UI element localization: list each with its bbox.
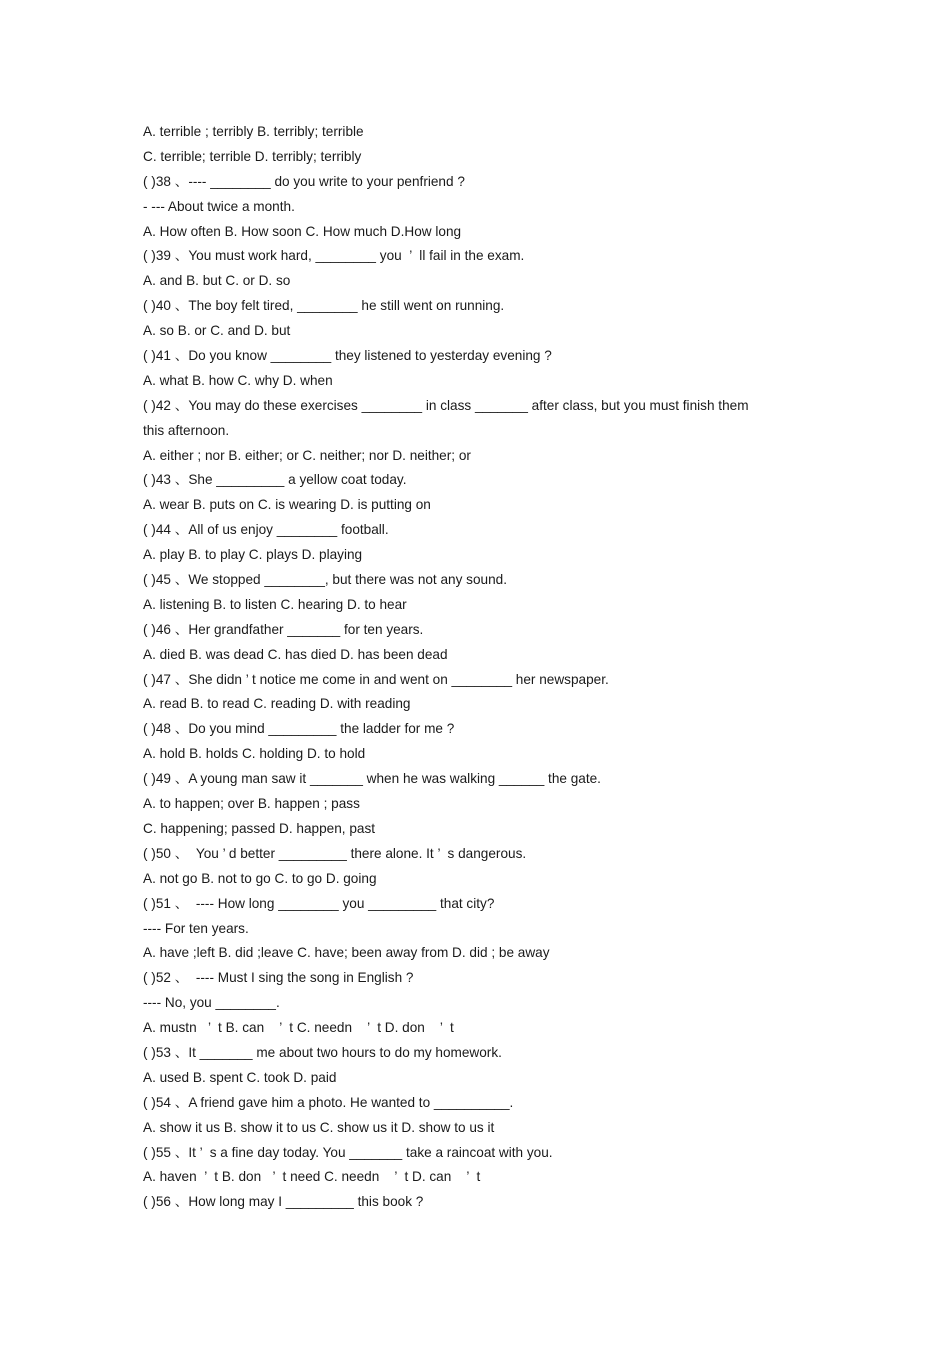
text-line: ---- No, you ________.: [143, 995, 280, 1011]
text-line: C. terrible; terrible D. terribly; terribly: [143, 148, 362, 164]
question-46: ( )46 、Her grandfather _______ for ten years.: [143, 621, 424, 637]
options-42: A. either ; nor B. either; or C. neither; nor D. neither; or: [143, 447, 471, 463]
question-52: ( )52 、 ---- Must I sing the song in English ?: [143, 970, 414, 986]
question-50: ( )50 、 You ’ d better _________ there alone. It ’ s dangerous.: [143, 845, 527, 861]
question-54: ( )54 、A friend gave him a photo. He wanted to __________.: [143, 1094, 514, 1110]
question-42: ( )42 、You may do these exercises ________ in class _______ after class, but you must finish them: [143, 397, 749, 413]
question-56: ( )56 、How long may I _________ this book ?: [143, 1194, 424, 1210]
question-53: ( )53 、It _______ me about two hours to do my homework.: [143, 1044, 502, 1060]
question-43: ( )43 、She _________ a yellow coat today.: [143, 472, 407, 488]
text-line: ---- For ten years.: [143, 920, 249, 936]
question-39: ( )39 、You must work hard, ________ you ’ ll fail in the exam.: [143, 248, 525, 264]
options-43: A. wear B. puts on C. is wearing D. is putting on: [143, 497, 431, 513]
question-47: ( )47 、She didn ’ t notice me come in and went on ________ her newspaper.: [143, 671, 609, 687]
options-52: A. mustn ’ t B. can ’ t C. needn ’ t D. don ’ t: [143, 1020, 454, 1036]
options-46: A. died B. was dead C. has died D. has been dead: [143, 646, 448, 662]
question-44: ( )44 、All of us enjoy ________ football.: [143, 522, 389, 538]
question-40: ( )40 、The boy felt tired, ________ he still went on running.: [143, 298, 505, 314]
text-line: - --- About twice a month.: [143, 198, 295, 214]
options-50: A. not go B. not to go C. to go D. going: [143, 870, 377, 886]
options-47: A. read B. to read C. reading D. with reading: [143, 696, 411, 712]
question-49: ( )49 、A young man saw it _______ when he was walking ______ the gate.: [143, 771, 601, 787]
question-51: ( )51 、 ---- How long ________ you _________ that city?: [143, 895, 495, 911]
options-39: A. and B. but C. or D. so: [143, 273, 291, 289]
text-line: this afternoon.: [143, 422, 230, 438]
options-55: A. haven ’ t B. don ’ t need C. needn ’ t D. can ’ t: [143, 1169, 481, 1185]
options-53: A. used B. spent C. took D. paid: [143, 1069, 337, 1085]
text-line: A. terrible ; terribly B. terribly; terrible: [143, 124, 364, 139]
exercise-text: [143, 120, 783, 1215]
options-44: A. play B. to play C. plays D. playing: [143, 547, 363, 563]
question-45: ( )45 、We stopped ________, but there was not any sound.: [143, 572, 507, 588]
question-41: ( )41 、Do you know ________ they listened to yesterday evening ?: [143, 348, 552, 364]
options-45: A. listening B. to listen C. hearing D. to hear: [143, 596, 407, 612]
options-38: A. How often B. How soon C. How much D.How long: [143, 223, 462, 239]
options-54: A. show it us B. show it to us C. show us it D. show to us it: [143, 1119, 495, 1135]
options-41: A. what B. how C. why D. when: [143, 372, 333, 388]
question-48: ( )48 、Do you mind _________ the ladder for me ?: [143, 721, 455, 737]
options-51: A. have ;left B. did ;leave C. have; been away from D. did ; be away: [143, 945, 550, 961]
options-40: A. so B. or C. and D. but: [143, 323, 291, 339]
question-38: ( )38 、---- ________ do you write to your penfriend ?: [143, 173, 465, 189]
options-49: C. happening; passed D. happen, past: [143, 820, 376, 836]
options-49: A. to happen; over B. happen ; pass: [143, 796, 360, 812]
question-55: ( )55 、It ’ s a fine day today. You _______ take a raincoat with you.: [143, 1144, 553, 1160]
options-48: A. hold B. holds C. holding D. to hold: [143, 746, 366, 762]
